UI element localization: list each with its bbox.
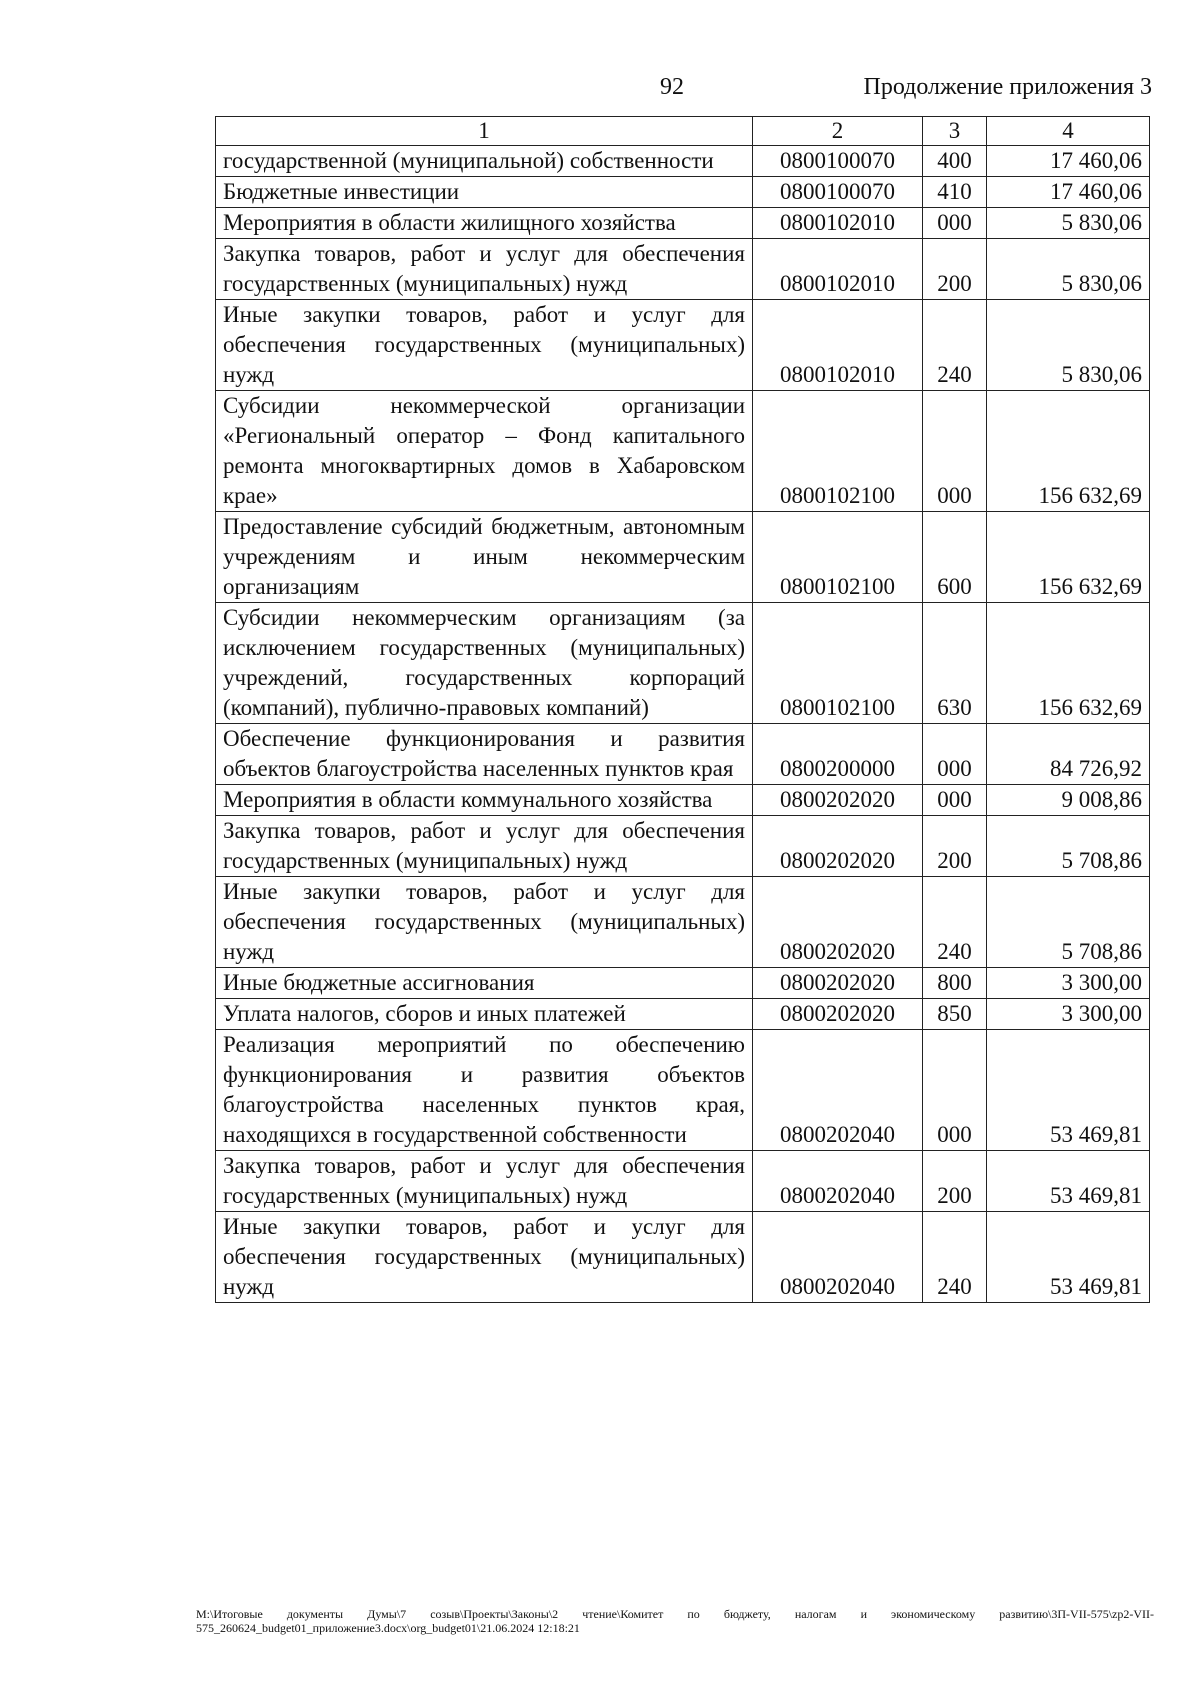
expense-type-cell: 400 [923, 146, 987, 177]
target-code-cell: 0800100070 [753, 177, 923, 208]
row-name-cell: Закупка товаров, работ и услуг для обеспечения государственных (муниципальных) нужд [216, 1151, 753, 1212]
amount-cell: 53 469,81 [987, 1030, 1150, 1151]
amount-cell: 5 708,86 [987, 877, 1150, 968]
target-code-cell: 0800202040 [753, 1030, 923, 1151]
target-code-cell: 0800202040 [753, 1212, 923, 1303]
row-name-cell: Субсидии некоммерческим организациям (за исключением государственных (муниципальных) учреждений, государственных корпораций (компаний), публично-правовых компаний) [216, 603, 753, 724]
target-code-cell: 0800102100 [753, 391, 923, 512]
table-row [216, 208, 1150, 239]
row-name-cell: Иные закупки товаров, работ и услуг для обеспечения государственных (муниципальных) нужд [216, 877, 753, 968]
row-name-cell: Обеспечение функционирования и развития объектов благоустройства населенных пунктов края [216, 724, 753, 785]
amount-cell: 5 830,06 [987, 239, 1150, 300]
amount-cell: 53 469,81 [987, 1212, 1150, 1303]
target-code-cell: 0800102010 [753, 208, 923, 239]
column-header: 1 [216, 117, 753, 146]
expense-type-cell: 630 [923, 603, 987, 724]
row-name-cell: Предоставление субсидий бюджетным, автономным учреждениям и иным некоммерческим организациям [216, 512, 753, 603]
row-name-cell: Реализация мероприятий по обеспечению функционирования и развития объектов благоустройства населенных пунктов края, находящихся в государственной собственности [216, 1030, 753, 1151]
table-row [216, 603, 1150, 724]
expense-type-cell: 000 [923, 1030, 987, 1151]
amount-cell: 156 632,69 [987, 391, 1150, 512]
expense-type-cell: 200 [923, 816, 987, 877]
expense-type-cell: 200 [923, 239, 987, 300]
table-row [216, 968, 1150, 999]
amount-cell: 5 708,86 [987, 816, 1150, 877]
expense-type-cell: 800 [923, 968, 987, 999]
table-row [216, 877, 1150, 968]
row-name-cell: Уплата налогов, сборов и иных платежей [216, 999, 753, 1030]
target-code-cell: 0800102100 [753, 603, 923, 724]
budget-table [215, 116, 1150, 1303]
amount-cell: 3 300,00 [987, 968, 1150, 999]
row-name-cell: Мероприятия в области жилищного хозяйства [216, 208, 753, 239]
column-header: 3 [923, 117, 987, 146]
expense-type-cell: 000 [923, 785, 987, 816]
expense-type-cell: 240 [923, 877, 987, 968]
column-header: 2 [753, 117, 923, 146]
target-code-cell: 0800202020 [753, 999, 923, 1030]
amount-cell: 156 632,69 [987, 512, 1150, 603]
target-code-cell: 0800100070 [753, 146, 923, 177]
target-code-cell: 0800200000 [753, 724, 923, 785]
page-number: 92 [660, 74, 684, 100]
table-row [216, 300, 1150, 391]
table-row [216, 239, 1150, 300]
row-name-cell: Иные закупки товаров, работ и услуг для обеспечения государственных (муниципальных) нужд [216, 1212, 753, 1303]
expense-type-cell: 240 [923, 300, 987, 391]
target-code-cell: 0800202020 [753, 968, 923, 999]
expense-type-cell: 000 [923, 391, 987, 512]
target-code-cell: 0800202020 [753, 877, 923, 968]
row-name-cell: Закупка товаров, работ и услуг для обеспечения государственных (муниципальных) нужд [216, 816, 753, 877]
amount-cell: 3 300,00 [987, 999, 1150, 1030]
table-row [216, 1030, 1150, 1151]
target-code-cell: 0800202020 [753, 816, 923, 877]
table-row [216, 146, 1150, 177]
amount-cell: 17 460,06 [987, 177, 1150, 208]
row-name-cell: Иные закупки товаров, работ и услуг для обеспечения государственных (муниципальных) нужд [216, 300, 753, 391]
expense-type-cell: 000 [923, 208, 987, 239]
table-row [216, 999, 1150, 1030]
expense-type-cell: 240 [923, 1212, 987, 1303]
expense-type-cell: 410 [923, 177, 987, 208]
table-row [216, 512, 1150, 603]
table-row [216, 1212, 1150, 1303]
amount-cell: 9 008,86 [987, 785, 1150, 816]
expense-type-cell: 850 [923, 999, 987, 1030]
expense-type-cell: 600 [923, 512, 987, 603]
table-row [216, 1151, 1150, 1212]
expense-type-cell: 000 [923, 724, 987, 785]
amount-cell: 156 632,69 [987, 603, 1150, 724]
table-row [216, 724, 1150, 785]
table-row [216, 816, 1150, 877]
row-name-cell: Иные бюджетные ассигнования [216, 968, 753, 999]
table-header-row [216, 117, 1150, 146]
target-code-cell: 0800202040 [753, 1151, 923, 1212]
target-code-cell: 0800202020 [753, 785, 923, 816]
table-row [216, 785, 1150, 816]
amount-cell: 17 460,06 [987, 146, 1150, 177]
target-code-cell: 0800102010 [753, 300, 923, 391]
continuation-label: Продолжение приложения 3 [863, 74, 1152, 100]
column-header: 4 [987, 117, 1150, 146]
row-name-cell: Мероприятия в области коммунального хозяйства [216, 785, 753, 816]
row-name-cell: Субсидии некоммерческой организации «Региональный оператор – Фонд капитального ремонта многоквартирных домов в Хабаровском крае» [216, 391, 753, 512]
table-row [216, 177, 1150, 208]
amount-cell: 5 830,06 [987, 300, 1150, 391]
row-name-cell: Бюджетные инвестиции [216, 177, 753, 208]
amount-cell: 53 469,81 [987, 1151, 1150, 1212]
row-name-cell: государственной (муниципальной) собственности [216, 146, 753, 177]
amount-cell: 84 726,92 [987, 724, 1150, 785]
expense-type-cell: 200 [923, 1151, 987, 1212]
target-code-cell: 0800102010 [753, 239, 923, 300]
target-code-cell: 0800102100 [753, 512, 923, 603]
table-row [216, 391, 1150, 512]
row-name-cell: Закупка товаров, работ и услуг для обеспечения государственных (муниципальных) нужд [216, 239, 753, 300]
amount-cell: 5 830,06 [987, 208, 1150, 239]
file-path-footer: M:\Итоговые документы Думы\7 созыв\Проекты\Законы\2 чтение\Комитет по бюджету, налогам и экономическому развитию\3П-VII-575\zp2-VII-575_260624_budget01_приложение3.docx\org_budget01\21.06.2024 12:18:21 [196, 1607, 1154, 1635]
